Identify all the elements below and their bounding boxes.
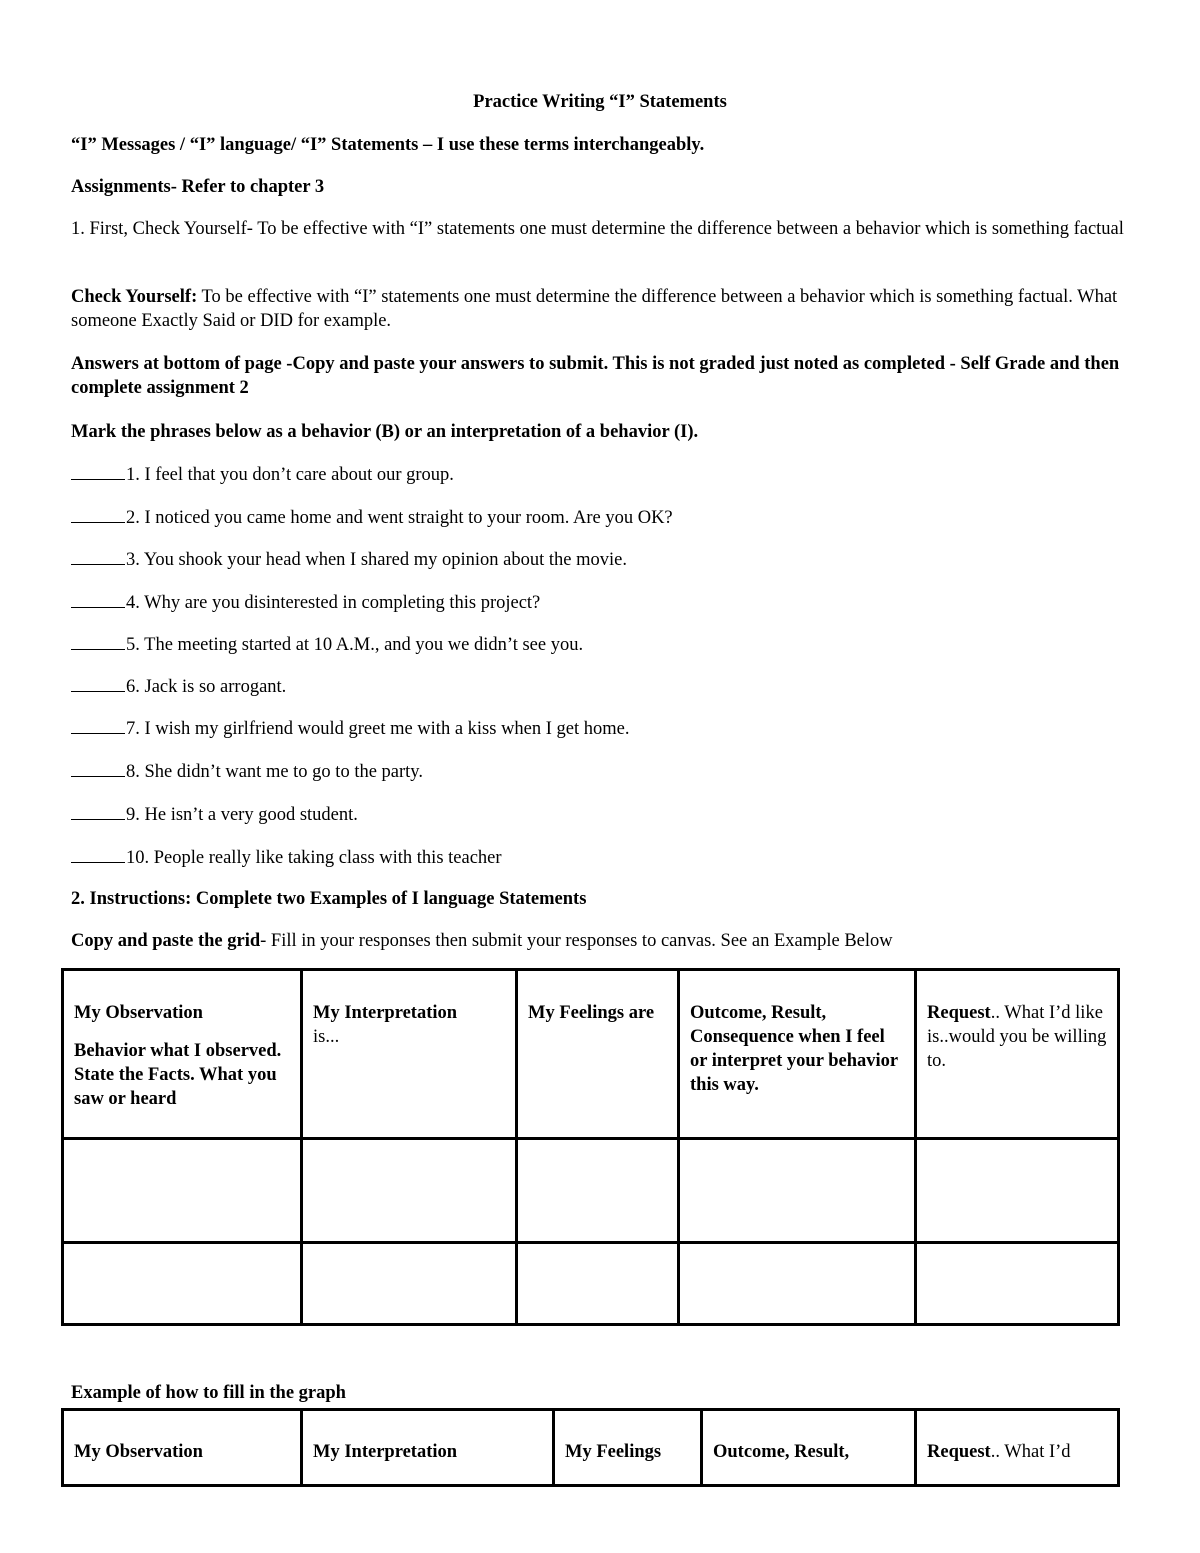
outcome-title: Outcome, Result, Consequence when I feel or interpret your behavior this way. xyxy=(690,1003,898,1095)
phrase-number: 6. xyxy=(126,677,140,697)
assignments-heading: Assignments- Refer to chapter 3 xyxy=(71,177,325,197)
phrase-number: 3. xyxy=(126,550,140,570)
feelings-title: My Feelings are xyxy=(528,1003,655,1023)
grid-header-interpretation xyxy=(302,970,517,1139)
answer-blank[interactable] xyxy=(71,759,125,777)
grid-header-request xyxy=(916,970,1119,1139)
phrase-text: She didn’t want me to go to the party. xyxy=(139,762,423,782)
phrase-number: 10. xyxy=(126,848,150,868)
example-header-request xyxy=(916,1410,1119,1486)
example-grid xyxy=(61,1408,1120,1487)
request-title: Request xyxy=(927,1003,991,1023)
grid-header-row xyxy=(63,970,1119,1139)
example-feelings-title: My Feelings xyxy=(565,1442,662,1462)
example-header-row xyxy=(63,1410,1119,1486)
grid-header-outcome xyxy=(679,970,916,1139)
grid-row xyxy=(63,1139,1119,1243)
phrase-number: 8. xyxy=(126,762,140,782)
example-heading: Example of how to fill in the graph xyxy=(71,1383,346,1403)
grid-cell[interactable] xyxy=(916,1243,1119,1325)
phrase-text: People really like taking class with this teacher xyxy=(149,848,502,868)
grid-cell[interactable] xyxy=(63,1243,302,1325)
phrase-text: I feel that you don’t care about our group. xyxy=(139,465,454,485)
phrase-text: I noticed you came home and went straight to your room. Are you OK? xyxy=(139,508,673,528)
phrase-number: 1. xyxy=(126,465,140,485)
mark-instructions: Mark the phrases below as a behavior (B) or an interpretation of a behavior (I). xyxy=(71,422,699,442)
phrase-item xyxy=(71,845,502,870)
answer-blank[interactable] xyxy=(71,802,125,820)
phrase-item xyxy=(71,505,673,530)
answer-blank[interactable] xyxy=(71,845,125,863)
phrase-item xyxy=(71,802,358,827)
phrase-item xyxy=(71,590,540,615)
phrase-item xyxy=(71,547,627,572)
answer-blank[interactable] xyxy=(71,462,125,480)
grid-header-observation xyxy=(63,970,302,1139)
example-header-observation xyxy=(63,1410,302,1486)
phrase-text: Jack is so arrogant. xyxy=(139,677,287,697)
phrase-text: The meeting started at 10 A.M., and you we didn’t see you. xyxy=(139,635,584,655)
response-grid xyxy=(61,968,1120,1326)
item1-text: 1. First, Check Yourself- To be effective with “I” statements one must determine the difference between a behavior which is something factual xyxy=(71,219,1124,239)
interpretation-title: My Interpretation xyxy=(313,1003,458,1023)
phrase-item xyxy=(71,716,630,741)
example-request-title: Request xyxy=(927,1442,991,1462)
example-request-text: .. What I’d xyxy=(990,1442,1071,1462)
grid-cell[interactable] xyxy=(302,1243,517,1325)
page-title: Practice Writing “I” Statements xyxy=(473,92,727,112)
check-yourself-label: Check Yourself: xyxy=(71,287,198,307)
grid-cell[interactable] xyxy=(916,1139,1119,1243)
answer-blank[interactable] xyxy=(71,632,125,650)
grid-cell[interactable] xyxy=(63,1139,302,1243)
copy-paste-text: - Fill in your responses then submit your responses to canvas. See an Example Below xyxy=(260,931,893,951)
grid-cell[interactable] xyxy=(679,1139,916,1243)
example-observation-title: My Observation xyxy=(74,1442,203,1462)
example-interpretation-title: My Interpretation xyxy=(313,1442,458,1462)
grid-row xyxy=(63,1243,1119,1325)
phrase-text: You shook your head when I shared my opinion about the movie. xyxy=(139,550,627,570)
interpretation-subtitle: is... xyxy=(313,1027,340,1047)
grid-cell[interactable] xyxy=(679,1243,916,1325)
example-outcome-title: Outcome, Result, xyxy=(713,1442,850,1462)
phrase-item xyxy=(71,462,454,487)
subtitle: “I” Messages / “I” language/ “I” Statements – I use these terms interchangeably. xyxy=(71,135,705,155)
phrase-number: 2. xyxy=(126,508,140,528)
phrase-number: 4. xyxy=(126,593,140,613)
request-text: .. What I’d like is..would you be willing to. xyxy=(927,1003,1107,1071)
answer-blank[interactable] xyxy=(71,505,125,523)
instructions-2: 2. Instructions: Complete two Examples of I language Statements xyxy=(71,889,587,909)
phrase-number: 5. xyxy=(126,635,140,655)
phrase-item xyxy=(71,632,583,657)
check-yourself-text: To be effective with “I” statements one must determine the difference between a behavior which is something factual. What someone Exactly Said or DID for example. xyxy=(71,287,1118,331)
copy-paste-label: Copy and paste the grid xyxy=(71,931,261,951)
observation-title: My Observation xyxy=(74,1003,203,1023)
answer-blank[interactable] xyxy=(71,590,125,608)
phrase-text: He isn’t a very good student. xyxy=(139,805,358,825)
grid-cell[interactable] xyxy=(302,1139,517,1243)
grid-cell[interactable] xyxy=(517,1243,679,1325)
observation-subtitle: Behavior what I observed. State the Facts. What you saw or heard xyxy=(74,1041,282,1109)
phrase-number: 7. xyxy=(126,719,140,739)
phrase-item xyxy=(71,674,286,699)
grid-header-feelings xyxy=(517,970,679,1139)
check-yourself-paragraph xyxy=(71,285,1131,333)
phrase-number: 9. xyxy=(126,805,140,825)
answer-blank[interactable] xyxy=(71,674,125,692)
answer-blank[interactable] xyxy=(71,716,125,734)
phrase-item xyxy=(71,759,423,784)
example-header-outcome xyxy=(702,1410,916,1486)
phrase-text: I wish my girlfriend would greet me with a kiss when I get home. xyxy=(139,719,630,739)
answer-blank[interactable] xyxy=(71,547,125,565)
phrase-text: Why are you disinterested in completing this project? xyxy=(139,593,541,613)
answers-note: Answers at bottom of page -Copy and paste your answers to submit. This is not graded just noted as completed - Self Grade and then complete assignment 2 xyxy=(71,354,1120,398)
grid-cell[interactable] xyxy=(517,1139,679,1243)
example-header-interpretation xyxy=(302,1410,554,1486)
example-header-feelings xyxy=(554,1410,702,1486)
copy-paste-line xyxy=(71,929,893,953)
